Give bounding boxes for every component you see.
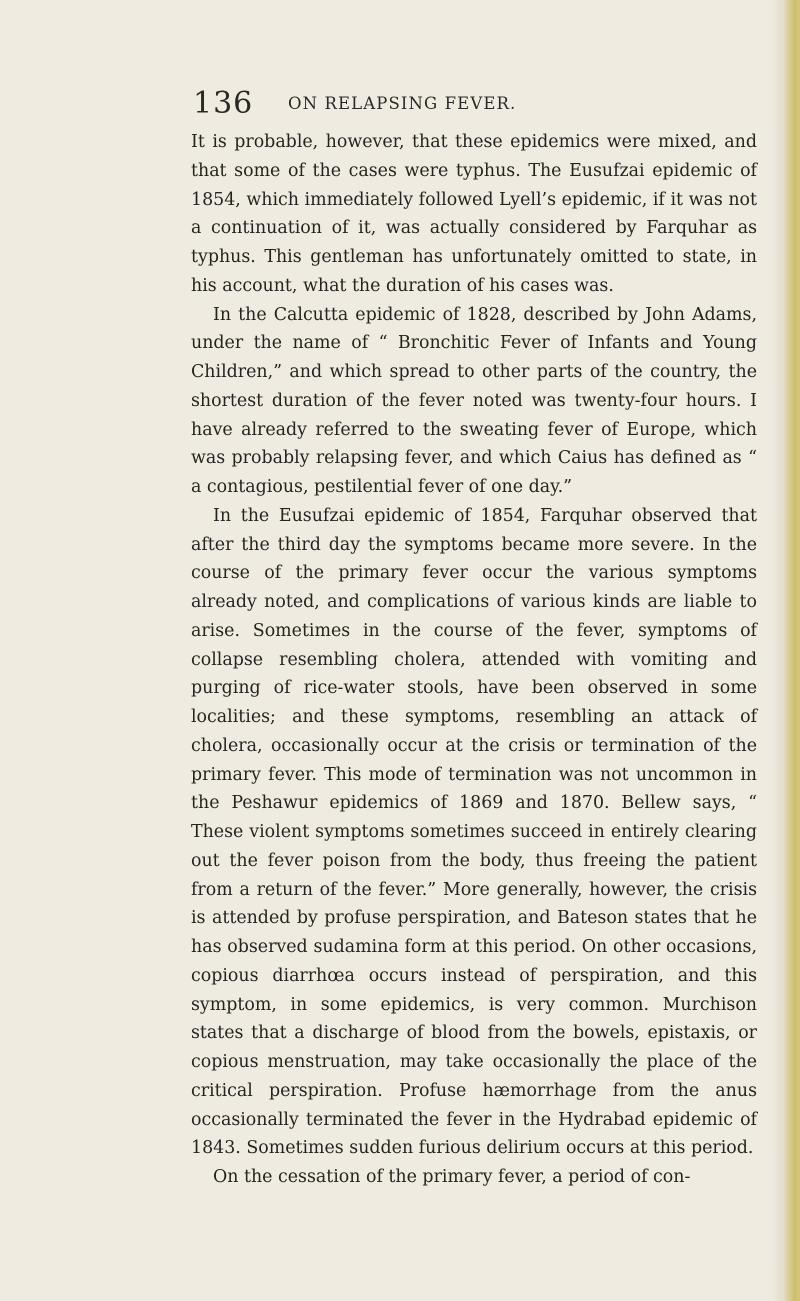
- page-number: 136: [193, 86, 254, 121]
- paragraph-4: On the cessation of the primary fever, a period of con-: [213, 1167, 691, 1187]
- paragraph-1: It is probable, however, that these epidemics were mixed, and that some of the cases were typhus. The Eusufzai epidemic of 1854, which immediately followed Lyell’s epidemic, if it was not a continuation of it, was actually considered by Farquhar as typhus. This gentleman has unfortunately omitted to state, in his account, what the duration of his cases was.: [191, 132, 757, 296]
- body-text: [191, 128, 757, 1192]
- running-title: ON RELAPSING FEVER.: [288, 94, 517, 113]
- paragraph-3: In the Eusufzai epidemic of 1854, Farquhar observed that after the third day the symptoms became more severe. In the course of the primary fever occur the various symptoms already noted, and complications of various kinds are liable to arise. Sometimes in the course of the fever, symptoms of collapse resembling cholera, attended with vomiting and purging of rice-water stools, have been observed in some localities; and these symptoms, resembling an attack of cholera, occasionally occur at the crisis or termination of the primary fever. This mode of termination was not uncommon in the Peshawur epidemics of 1869 and 1870. Bellew says, “ These violent symptoms sometimes succeed in entirely clearing out the fever poison from the body, thus freeing the patient from a return of the fever.” More generally, however, the crisis is attended by profuse perspiration, and Bateson states that he has observed sudamina form at this period. On other occasions, copious diarrhœa occurs instead of perspiration, and this symptom, in some epidemics, is very common. Murchison states that a discharge of blood from the bowels, epistaxis, or copious menstruation, may take occasionally the place of the critical perspiration. Profuse hæmorrhage from the anus occasionally terminated the fever in the Hydrabad epidemic of 1843. Sometimes sudden furious delirium occurs at this period.: [191, 505, 757, 1159]
- page-edge-strip: [782, 0, 800, 1301]
- page-edge-shadow: [772, 0, 782, 1301]
- paragraph-2: In the Calcutta epidemic of 1828, described by John Adams, under the name of “ Bronchitic Fever of Infants and Young Children,” and which spread to other parts of the country, the shortest duration of the fever noted was twenty-four hours. I have already referred to the sweating fever of Europe, which was probably relapsing fever, and which Caius has defined as “ a contagious, pestilential fever of one day.”: [191, 304, 757, 497]
